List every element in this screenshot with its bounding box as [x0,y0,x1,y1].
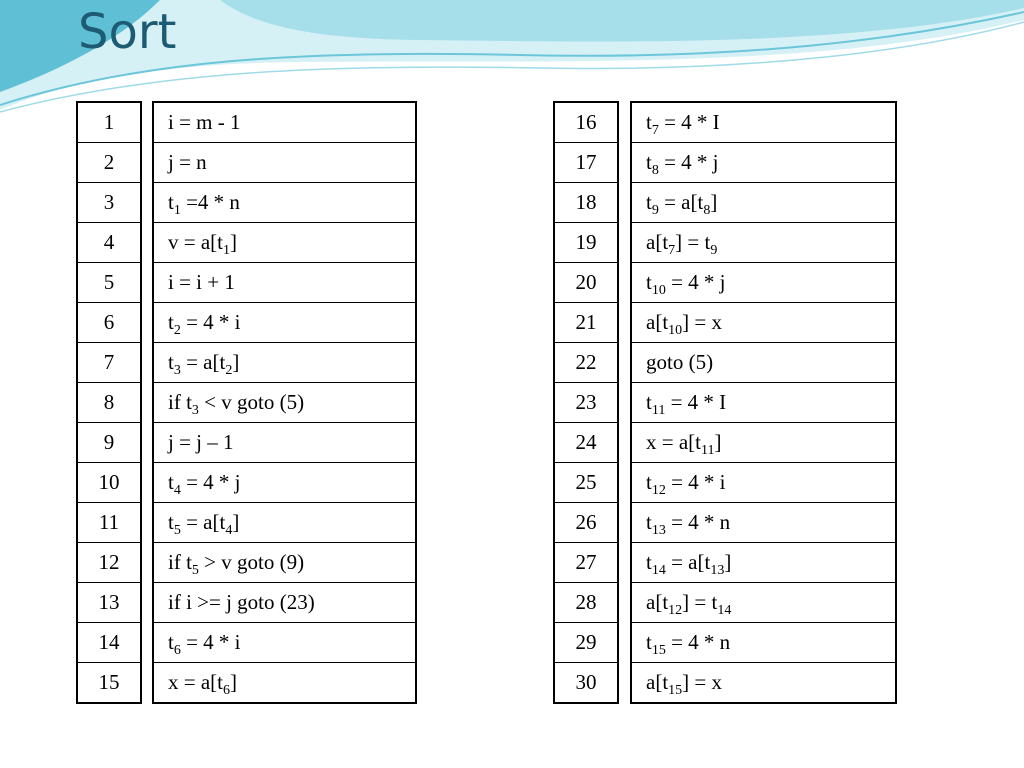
line-number: 29 [554,623,618,663]
line-number: 1 [77,102,141,143]
slide-title: Sort [78,4,177,60]
table-row [77,503,141,543]
table-row [631,303,896,343]
table-row [554,583,618,623]
table-row [631,543,896,583]
line-number: 18 [554,183,618,223]
line-number: 15 [77,663,141,704]
code-line: $t_7 = 4 * I$ [631,102,896,143]
table-row [631,463,896,503]
line-number: 23 [554,383,618,423]
table-row [153,263,416,303]
line-number: 3 [77,183,141,223]
line-number: 11 [77,503,141,543]
table-row [77,143,141,183]
table-row [631,663,896,704]
code-line: $a[t_{15}] = x$ [631,663,896,704]
line-numbers-right [553,101,619,704]
line-number: 30 [554,663,618,704]
code-line: $x = a[t_{11}]$ [631,423,896,463]
table-row [77,343,141,383]
line-numbers-left [76,101,142,704]
table-row [153,423,416,463]
table-row [77,543,141,583]
code-line: $t_{13} = 4 * n$ [631,503,896,543]
line-number: 25 [554,463,618,503]
code-line: $a[t_{10}] = x$ [631,303,896,343]
table-row [554,623,618,663]
code-line: $t_6 = 4 * i$ [153,623,416,663]
code-line: $t_4 = 4 * j$ [153,463,416,503]
table-row [554,463,618,503]
table-row [153,343,416,383]
table-row [153,583,416,623]
table-row [153,102,416,143]
code-line: $t_1 =4 * n$ [153,183,416,223]
line-number: 5 [77,263,141,303]
code-line: if $t_3 < v$ goto (5) [153,383,416,423]
code-line: $t_3 = a[t_2]$ [153,343,416,383]
code-line: $a[t_{12}] = t_{14}$ [631,583,896,623]
table-row [631,583,896,623]
line-number: 4 [77,223,141,263]
line-number: 17 [554,143,618,183]
line-number: 28 [554,583,618,623]
code-line: $v = a[t_1]$ [153,223,416,263]
table-row [153,663,416,704]
line-number: 6 [77,303,141,343]
code-line: $x = a[t_6]$ [153,663,416,704]
code-line: if i >= j goto (23) [153,583,416,623]
table-row [77,383,141,423]
code-line: $a[t_7] = t_9$ [631,223,896,263]
code-line: $t_9 = a[t_8]$ [631,183,896,223]
table-row [554,343,618,383]
code-line: $t_{14} = a[t_{13}]$ [631,543,896,583]
table-row [554,503,618,543]
code-lines-left [152,101,417,704]
line-number: 9 [77,423,141,463]
table-row [631,263,896,303]
line-number: 7 [77,343,141,383]
line-number: 21 [554,303,618,343]
table-row [77,223,141,263]
table-row [631,183,896,223]
table-row [554,102,618,143]
table-row [153,623,416,663]
code-line: $t_8 = 4 * j$ [631,143,896,183]
table-row [77,102,141,143]
table-row [153,223,416,263]
code-line: $t_{12} = 4 * i$ [631,463,896,503]
table-row [631,423,896,463]
line-number: 20 [554,263,618,303]
line-number: 26 [554,503,618,543]
line-number: 8 [77,383,141,423]
table-row [554,143,618,183]
table-row [554,423,618,463]
line-number: 2 [77,143,141,183]
code-line: $t_2 = 4 * i$ [153,303,416,343]
line-number: 10 [77,463,141,503]
table-row [77,303,141,343]
code-line: j = j – 1 [153,423,416,463]
table-row [77,463,141,503]
table-row [554,663,618,704]
table-row [554,543,618,583]
table-row [554,183,618,223]
table-row [77,183,141,223]
table-row [153,543,416,583]
table-row [153,143,416,183]
table-row [153,503,416,543]
code-line: $t_{15} = 4 * n$ [631,623,896,663]
code-lines-right [630,101,897,704]
table-row [77,623,141,663]
line-number: 24 [554,423,618,463]
line-number: 16 [554,102,618,143]
line-number: 14 [77,623,141,663]
table-row [153,463,416,503]
table-row [77,583,141,623]
table-row [554,223,618,263]
table-row [631,102,896,143]
table-row [631,343,896,383]
table-row [631,623,896,663]
line-number: 12 [77,543,141,583]
table-row [77,663,141,704]
code-line: $t_{11} = 4 * I$ [631,383,896,423]
table-row [554,383,618,423]
code-line: i = i + 1 [153,263,416,303]
table-row [153,303,416,343]
line-number: 13 [77,583,141,623]
code-line: $t_{10} = 4 * j$ [631,263,896,303]
table-row [631,383,896,423]
table-row [631,143,896,183]
line-number: 19 [554,223,618,263]
code-line: j = n [153,143,416,183]
line-number: 22 [554,343,618,383]
code-line: if $t_5 > v$ goto (9) [153,543,416,583]
table-row [631,223,896,263]
table-row [153,183,416,223]
code-line: $t_5 = a[t_4]$ [153,503,416,543]
table-row [153,383,416,423]
table-row [554,263,618,303]
line-number: 27 [554,543,618,583]
code-line: i = m - 1 [153,102,416,143]
table-row [77,423,141,463]
table-row [631,503,896,543]
code-line: goto (5) [631,343,896,383]
table-row [77,263,141,303]
table-row [554,303,618,343]
